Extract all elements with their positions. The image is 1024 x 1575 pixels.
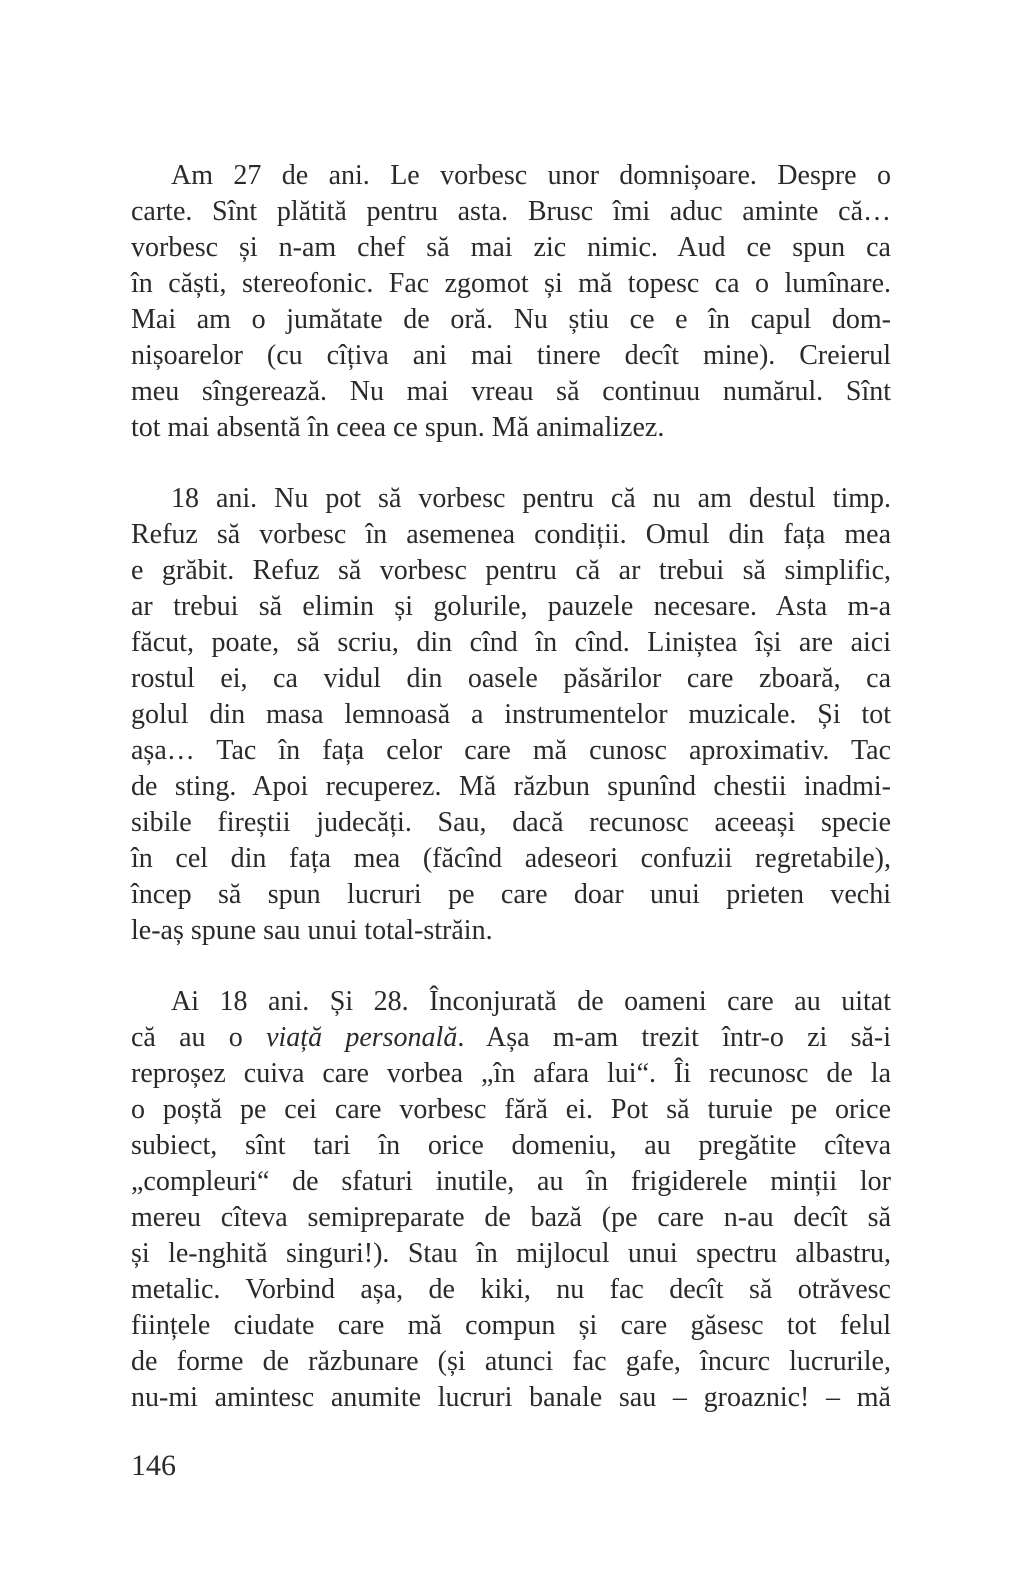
paragraph-2: [131, 481, 891, 949]
text-line: tot mai absentă în ceea ce spun. Mă animalizez.: [131, 412, 665, 443]
text-line: vorbesc și n-am chef să mai zic nimic. Aud ce spun ca: [131, 232, 891, 263]
text-line: Am 27 de ani. Le vorbesc unor domnișoare. Despre o: [171, 160, 891, 191]
paragraph-gap: [131, 446, 891, 481]
text-line: 18 ani. Nu pot să vorbesc pentru că nu am destul timp.: [171, 483, 891, 514]
text-line: golul din masa lemnoasă a instrumentelor muzicale. Și tot: [131, 699, 891, 730]
text-line: nișoarelor (cu cîțiva ani mai tinere decît mine). Creierul: [131, 340, 891, 371]
text-line: rostul ei, ca vidul din oasele păsărilor care zboară, ca: [131, 663, 891, 694]
text-line: așa… Tac în fața celor care mă cunosc aproximativ. Tac: [131, 735, 891, 766]
text-line-with-italic: [131, 1020, 891, 1056]
paragraph-3: [131, 984, 891, 1416]
text-line: de forme de răzbunare (și atunci fac gafe, încurc lucrurile,: [131, 1346, 891, 1377]
text-segment: că au o: [131, 1022, 243, 1053]
text-line: încep să spun lucruri pe care doar unui prieten vechi: [131, 879, 891, 910]
paragraph-gap: [131, 949, 891, 984]
paragraph-1: [131, 158, 891, 446]
text-line: e grăbit. Refuz să vorbesc pentru că ar trebui să simplific,: [131, 555, 891, 586]
text-line: în cel din fața mea (făcînd adeseori confuzii regretabile),: [131, 843, 891, 874]
text-line: meu sîngerează. Nu mai vreau să continuu numărul. Sînt: [131, 376, 891, 407]
text-line: și le-nghită singuri!). Stau în mijlocul unui spectru albastru,: [131, 1238, 891, 1269]
text-line: Ai 18 ani. Și 28. Înconjurată de oameni care au uitat: [171, 986, 891, 1017]
text-line: nu-mi amintesc anumite lucruri banale sau – groaznic! – mă: [131, 1382, 891, 1413]
text-line: ar trebui să elimin și golurile, pauzele necesare. Asta m-a: [131, 591, 891, 622]
text-line: de sting. Apoi recuperez. Mă răzbun spunînd chestii inadmi-: [131, 771, 891, 802]
page-body: [131, 158, 891, 1416]
text-line: ființele ciudate care mă compun și care găsesc tot felul: [131, 1310, 891, 1341]
text-segment: . Așa m-am trezit într-o zi să-i: [457, 1022, 891, 1053]
text-line: o poștă pe cei care vorbesc fără ei. Pot să turuie pe orice: [131, 1094, 891, 1125]
text-line: făcut, poate, să scriu, din cînd în cînd. Liniștea își are aici: [131, 627, 891, 658]
text-line: în căști, stereofonic. Fac zgomot și mă topesc ca o lumînare.: [131, 268, 891, 299]
text-line: Mai am o jumătate de oră. Nu știu ce e în capul dom-: [131, 304, 891, 335]
text-line: sibile fireștii judecăți. Sau, dacă recunosc aceeași specie: [131, 807, 891, 838]
italic-phrase: viață personală: [266, 1022, 458, 1053]
text-line: le-aș spune sau unui total-străin.: [131, 915, 493, 946]
text-line: reproșez cuiva care vorbea „în afara lui“. Îi recunosc de la: [131, 1058, 891, 1089]
text-line: „compleuri“ de sfaturi inutile, au în frigiderele minții lor: [131, 1166, 891, 1197]
page-number: 146: [131, 1449, 176, 1482]
text-line: subiect, sînt tari în orice domeniu, au pregătite cîteva: [131, 1130, 891, 1161]
text-line: mereu cîteva semipreparate de bază (pe care n-au decît să: [131, 1202, 891, 1233]
text-line: metalic. Vorbind așa, de kiki, nu fac decît să otrăvesc: [131, 1274, 891, 1305]
text-line: Refuz să vorbesc în asemenea condiții. Omul din fața mea: [131, 519, 891, 550]
text-line: carte. Sînt plătită pentru asta. Brusc îmi aduc aminte că…: [131, 196, 891, 227]
